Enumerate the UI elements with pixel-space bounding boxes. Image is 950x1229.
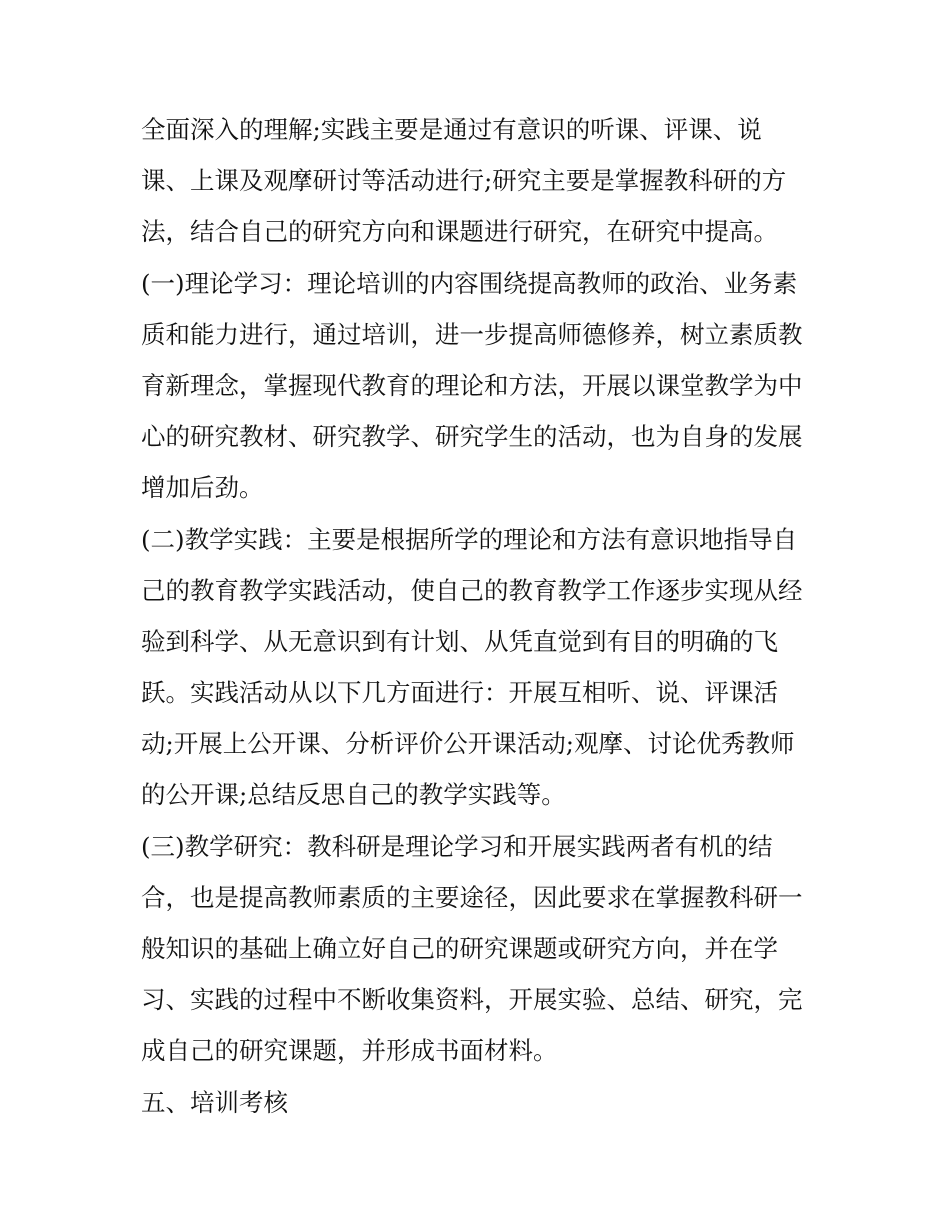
text-line: 己的教育教学实践活动，使自己的教育教学工作逐步实现从经 [141, 575, 803, 605]
text-line: 法，结合自己的研究方向和课题进行研究，在研究中提高。 [141, 217, 778, 247]
section-five-heading: 五、培训考核 [141, 1087, 288, 1117]
text-line: 全面深入的理解;实践主要是通过有意识的听课、评课、说 [141, 115, 762, 144]
section-theory-heading-line: (一)理论学习：理论培训的内容围绕提高教师的政治、业务素 [141, 268, 798, 298]
text-line: 成自己的研究课题，并形成书面材料。 [141, 1036, 558, 1066]
text-line: 质和能力进行，通过培训，进一步提高师德修养，树立素质教 [141, 319, 803, 349]
text-line: 验到科学、从无意识到有计划、从凭直觉到有目的明确的飞 [141, 626, 778, 656]
text-line: 课、上课及观摩研讨等活动进行;研究主要是掌握教科研的方 [141, 166, 787, 196]
text-line: 的公开课;总结反思自己的教学实践等。 [141, 780, 566, 810]
document-body [141, 104, 821, 1128]
text-line: 心的研究教材、研究教学、研究学生的活动，也为自身的发展 [141, 422, 803, 452]
text-line: 般知识的基础上确立好自己的研究课题或研究方向，并在学 [141, 934, 778, 963]
text-line: 育新理念，掌握现代教育的理论和方法，开展以课堂教学为中 [141, 370, 803, 400]
section-research-heading-line: (三)教学研究：教科研是理论学习和开展实践两者有机的结 [141, 831, 773, 861]
text-line: 增加后劲。 [141, 473, 264, 503]
text-line: 跃。实践活动从以下几方面进行：开展互相听、说、评课活 [141, 678, 778, 708]
text-line: 合，也是提高教师素质的主要途径，因此要求在掌握教科研一 [141, 882, 803, 912]
text-line: 动;开展上公开课、分析评价公开课活动;观摩、讨论优秀教师 [141, 729, 795, 759]
section-practice-heading-line: (二)教学实践：主要是根据所学的理论和方法有意识地指导自 [141, 524, 798, 554]
text-line: 习、实践的过程中不断收集资料，开展实验、总结、研究，完 [141, 985, 803, 1015]
